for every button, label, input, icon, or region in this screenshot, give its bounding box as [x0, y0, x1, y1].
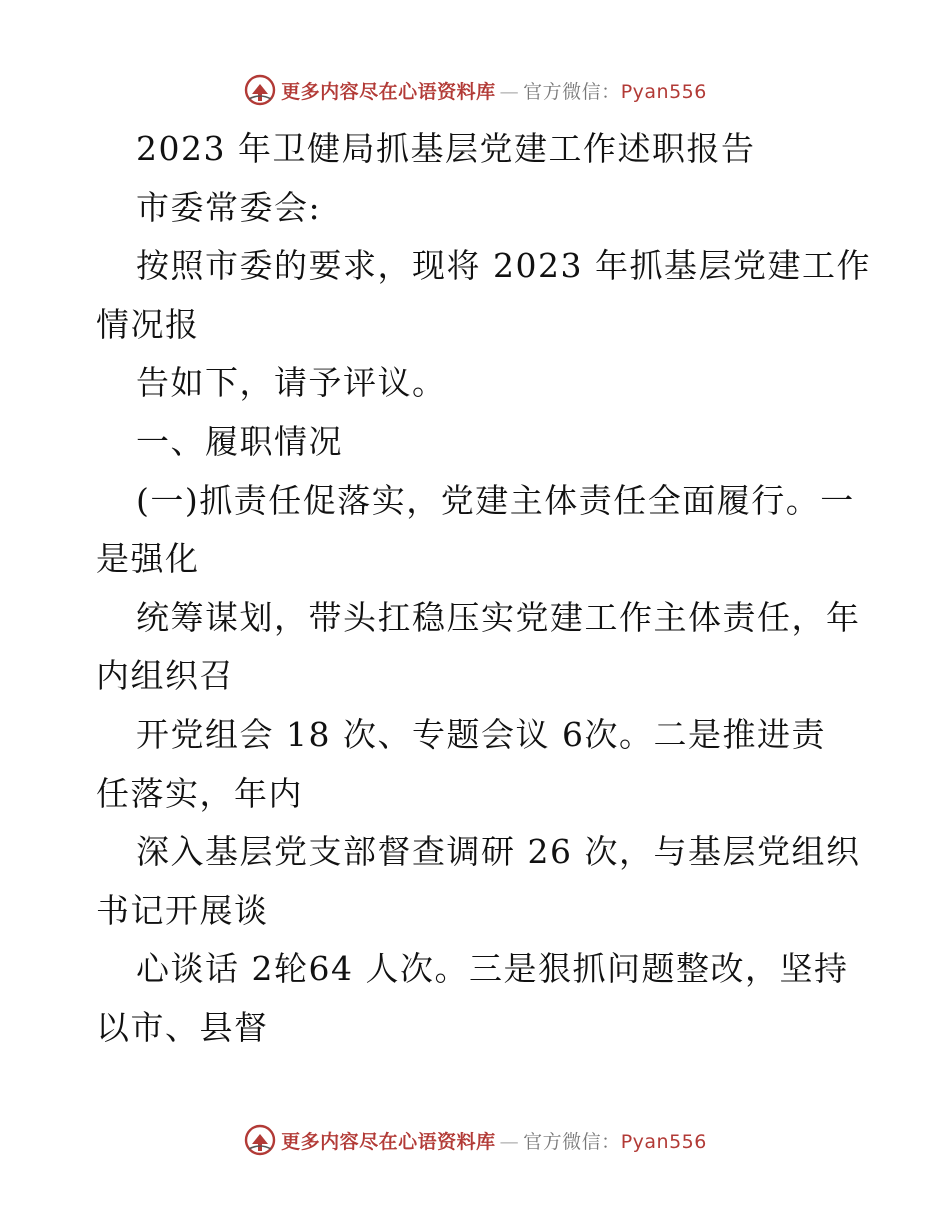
- document-line: 市委常委会:: [136, 187, 322, 227]
- document-line: 心谈话 2轮64 人次。三是狠抓问题整改，坚持: [136, 949, 849, 989]
- document-line: 告如下，请予评议。: [136, 363, 447, 403]
- document-line: 深入基层党支部督查调研 26 次，与基层党组织: [136, 832, 861, 872]
- document-line: (一)抓责任促落实，党建主体责任全面履行。一: [136, 480, 855, 520]
- section-heading: 一、履职情况: [136, 421, 343, 461]
- document-body: [96, 120, 871, 1058]
- footer-watermark: [0, 1120, 950, 1160]
- document-line: 按照市委的要求，现将 2023 年抓基层党建工作: [136, 246, 871, 286]
- book-pen-logo-icon: [243, 1123, 277, 1157]
- watermark-main-text: 更多内容尽在心语资料库: [281, 80, 496, 103]
- document-line: 以市、县督: [96, 1007, 269, 1047]
- watermark-wechat-id: Pyan556: [620, 80, 707, 103]
- document-line: 任落实，年内: [96, 773, 303, 813]
- book-pen-logo-icon: [243, 73, 277, 107]
- document-line: 统筹谋划，带头扛稳压实党建工作主体责任，年: [136, 597, 861, 637]
- watermark-wechat-id: Pyan556: [620, 1130, 707, 1153]
- document-title: 2023 年卫健局抓基层党建工作述职报告: [136, 129, 756, 168]
- document-line: 书记开展谈: [96, 890, 269, 930]
- document-line: 是强化: [96, 539, 200, 579]
- header-watermark: [0, 70, 950, 110]
- document-line: 情况报: [96, 304, 200, 344]
- document-line: 开党组会 18 次、专题会议 6次。二是推进责: [136, 714, 826, 754]
- watermark-dash: —: [499, 1130, 520, 1153]
- watermark-main-text: 更多内容尽在心语资料库: [281, 1130, 496, 1153]
- watermark-sub-text: 官方微信：: [523, 80, 621, 103]
- document-line: 内组织召: [96, 656, 234, 696]
- watermark-dash: —: [499, 80, 520, 103]
- watermark-sub-text: 官方微信：: [523, 1130, 621, 1153]
